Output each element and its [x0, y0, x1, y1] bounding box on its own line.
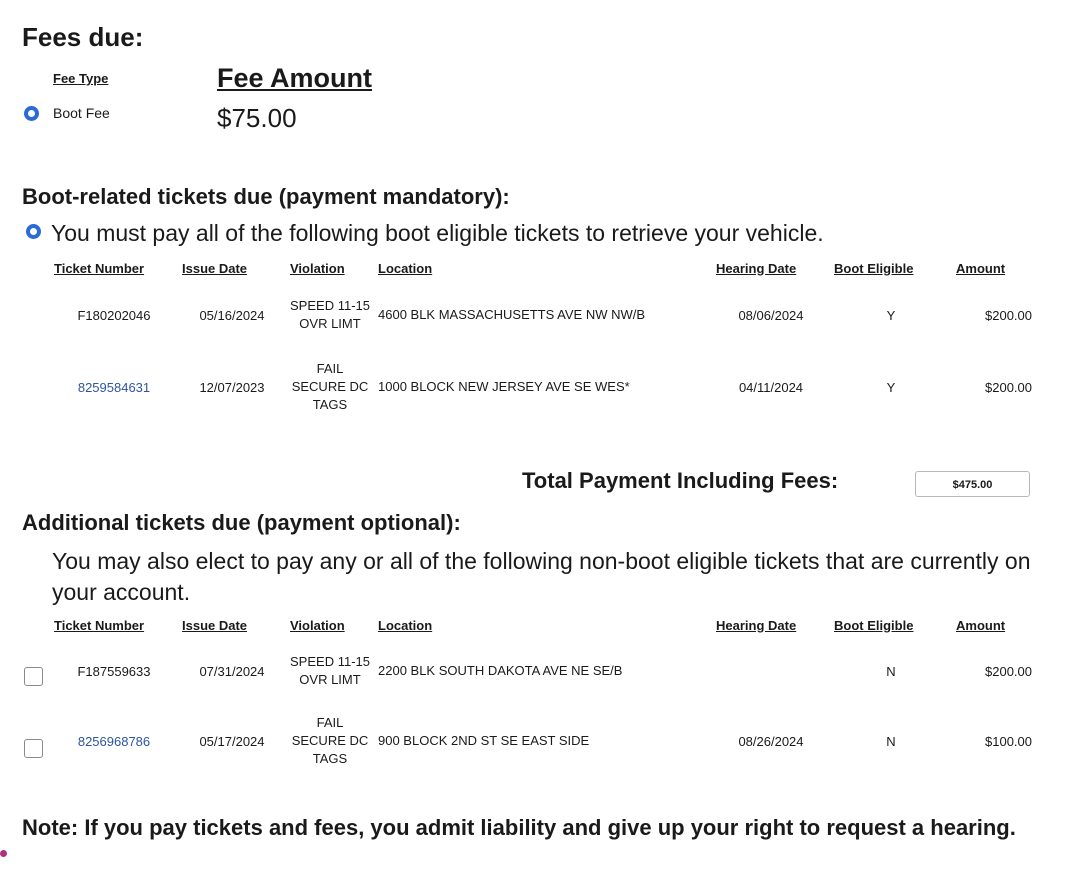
amount: $200.00: [985, 663, 1032, 679]
boot-fee-amount: $75.00: [217, 103, 297, 133]
violation: SPEED 11-15 OVR LIMT: [290, 298, 370, 331]
total-payment-field: $475.00: [915, 471, 1030, 497]
boot-eligible: N: [886, 663, 896, 679]
amount: $200.00: [985, 379, 1032, 395]
col-issue-date: Issue Date: [182, 617, 248, 633]
ticket-number: F187559633: [77, 663, 151, 679]
hearing-date: 04/11/2024: [738, 379, 804, 395]
boot-eligible: N: [886, 733, 896, 749]
col-violation: Violation: [290, 617, 345, 633]
ticket-select-checkbox[interactable]: [24, 667, 43, 686]
boot-eligible: Y: [886, 379, 896, 395]
col-amount: Amount: [956, 617, 1006, 633]
issue-date: 05/16/2024: [199, 307, 265, 323]
boot-tickets-instruction: You must pay all of the following boot eligible tickets to retrieve your vehicle.: [51, 220, 824, 246]
location: 1000 BLOCK NEW JERSEY AVE SE WES*: [378, 379, 630, 394]
table-row: [50, 706, 1036, 776]
fee-type-header: Fee Type: [53, 71, 109, 86]
table-row: [50, 351, 1036, 423]
col-location: Location: [378, 260, 433, 276]
boot-eligible: Y: [886, 307, 896, 323]
violation: FAIL SECURE DC TAGS: [291, 361, 369, 412]
hearing-date: 08/26/2024: [738, 733, 804, 749]
additional-tickets-heading: Additional tickets due (payment optional):: [22, 510, 461, 535]
col-location: Location: [378, 617, 433, 633]
issue-date: 07/31/2024: [199, 663, 265, 679]
col-hearing-date: Hearing Date: [716, 260, 797, 276]
violation: SPEED 11-15 OVR LIMT: [290, 654, 370, 687]
table-header-row: [50, 614, 1036, 636]
violation: FAIL SECURE DC TAGS: [291, 715, 369, 766]
total-payment-label: Total Payment Including Fees:: [522, 468, 839, 493]
table-row: [50, 279, 1036, 351]
issue-date: 12/07/2023: [199, 379, 265, 395]
ticket-number-link[interactable]: 8259584631: [77, 379, 151, 395]
boot-fee-label: Boot Fee: [53, 105, 110, 121]
boot-fee-radio[interactable]: [24, 106, 39, 121]
col-issue-date: Issue Date: [182, 260, 248, 276]
issue-date: 05/17/2024: [199, 733, 265, 749]
boot-tickets-heading: Boot-related tickets due (payment mandatory):: [22, 184, 510, 209]
boot-tickets-table: [50, 257, 1036, 423]
location: 4600 BLK MASSACHUSETTS AVE NW NW/B: [378, 307, 646, 322]
col-violation: Violation: [290, 260, 345, 276]
liability-note: Note: If you pay tickets and fees, you admit liability and give up your right to request a hearing.: [22, 815, 1016, 840]
col-boot-eligible: Boot Eligible: [834, 260, 914, 276]
boot-tickets-radio[interactable]: [26, 224, 41, 239]
ticket-number: F180202046: [77, 307, 151, 323]
hearing-date: [712, 636, 830, 706]
location: 900 BLOCK 2ND ST SE EAST SIDE: [378, 733, 590, 748]
additional-tickets-table: [50, 614, 1036, 776]
col-amount: Amount: [956, 260, 1006, 276]
col-ticket-number: Ticket Number: [54, 260, 145, 276]
table-row: [50, 636, 1036, 706]
bullet-dot: [0, 850, 7, 857]
location: 2200 BLK SOUTH DAKOTA AVE NE SE/B: [378, 663, 623, 678]
col-ticket-number: Ticket Number: [54, 617, 145, 633]
additional-tickets-description: You may also elect to pay any or all of the following non-boot eligible tickets that are currently on your account.: [52, 548, 1031, 605]
table-header-row: [50, 257, 1036, 279]
amount: $200.00: [985, 307, 1032, 323]
col-hearing-date: Hearing Date: [716, 617, 797, 633]
ticket-select-checkbox[interactable]: [24, 739, 43, 758]
amount: $100.00: [985, 733, 1032, 749]
fee-amount-header: Fee Amount: [217, 63, 372, 93]
ticket-number-link[interactable]: 8256968786: [77, 733, 151, 749]
fees-due-heading: Fees due:: [22, 22, 144, 52]
hearing-date: 08/06/2024: [738, 307, 804, 323]
col-boot-eligible: Boot Eligible: [834, 617, 914, 633]
